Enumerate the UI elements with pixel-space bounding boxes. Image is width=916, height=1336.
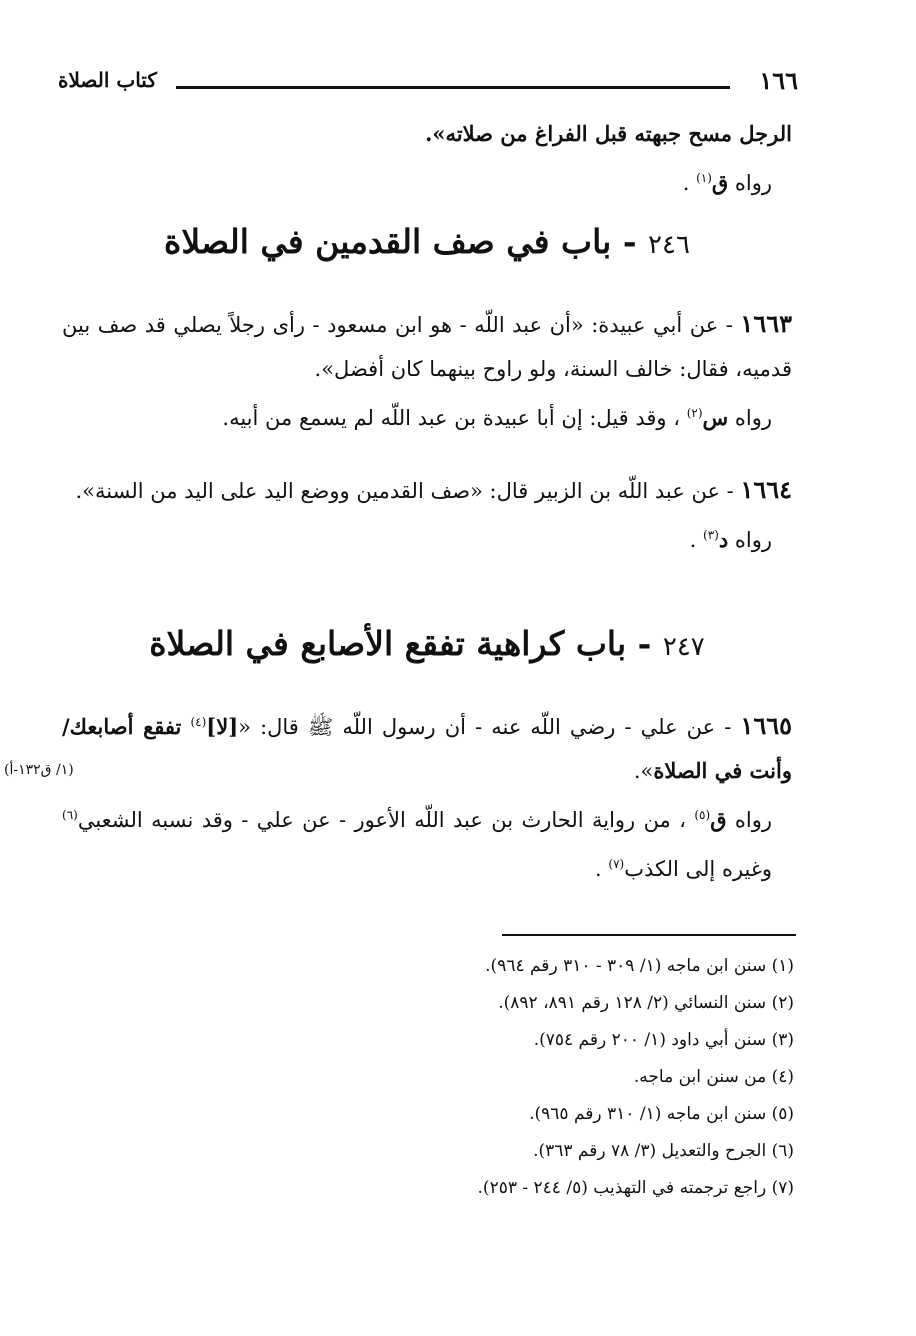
running-header	[58, 66, 798, 100]
hadith-1665	[62, 700, 792, 891]
footnote-rule	[502, 934, 796, 936]
footnote-ref: (٢)	[686, 406, 703, 420]
footnote-4: (٤) من سنن ابن ماجه.	[633, 1067, 794, 1087]
footnote-ref: (٣)	[703, 528, 719, 542]
period: .	[682, 171, 690, 195]
period: .	[595, 857, 602, 881]
footnotes	[300, 948, 794, 1207]
source-remark-cont: وغيره إلى الكذب	[624, 857, 772, 881]
hadith-source	[62, 513, 792, 562]
chapter-title: - باب كراهية تفقع الأصابع في الصلاة	[149, 624, 652, 663]
intro-source	[62, 156, 792, 205]
source-code: س	[702, 405, 729, 430]
source-code: د	[718, 527, 729, 552]
footnote-ref: (١)	[696, 171, 712, 185]
source-remark: ، من رواية الحارث بن عبد اللّه الأعور - عن علي - وقد نسبه الشعبي	[77, 808, 686, 832]
page-number: ١٦٦	[759, 66, 798, 95]
footnote-3: (٣) سنن أبي داود (١/ ٢٠٠ رقم ٧٥٤).	[533, 1030, 794, 1050]
editorial-insertion: [لا]	[206, 714, 239, 739]
footnote-ref: (٦)	[62, 808, 78, 822]
hadith-quote: تفقع أصابعك/ وأنت في الصلاة	[62, 714, 792, 783]
intro-text: الرجل مسح جبهته قبل الفراغ من صلاته».	[425, 121, 792, 146]
hadith-body: - عن أبي عبيدة: «أن عبد اللّه - هو ابن مسعود - رأى رجلاً يصلي قد صف بين قدميه، فقال: خالف السنة، ولو راوح بينهما كان أفضل».	[62, 313, 792, 381]
hadith-source	[62, 391, 792, 440]
footnote-6: (٦) الجرح والتعديل (٣/ ٧٨ رقم ٣٦٣).	[533, 1141, 794, 1161]
narration-word: رواه	[734, 528, 772, 552]
source-remark: ، وقد قيل: إن أبا عبيدة بن عبد اللّه لم يسمع من أبيه.	[222, 406, 681, 430]
chapter-heading-246	[62, 222, 792, 261]
chapter-number: ٢٤٦	[648, 230, 690, 260]
narration-word: رواه	[734, 808, 772, 832]
chapter-title: - باب في صف القدمين في الصلاة	[164, 222, 637, 261]
source-code: ق	[711, 170, 729, 195]
manuscript-margin-note: (١/ ق١٣٢-أ)	[4, 762, 74, 778]
hadith-text	[62, 468, 792, 513]
hadith-text	[62, 700, 792, 793]
header-rule	[176, 86, 730, 89]
quote-close: ».	[633, 759, 654, 783]
footnote-7: (٧) راجع ترجمته في التهذيب (٥/ ٢٤٤ - ٢٥٣).	[477, 1178, 794, 1198]
footnote-ref: (٧)	[608, 857, 625, 871]
source-code: ق	[710, 807, 727, 832]
footnote-1: (١) سنن ابن ماجه (١/ ٣٠٩ - ٣١٠ رقم ٩٦٤).	[485, 956, 794, 976]
hadith-1664	[62, 468, 792, 562]
footnote-5: (٥) سنن ابن ماجه (١/ ٣١٠ رقم ٩٦٥).	[529, 1104, 794, 1124]
narration-word: رواه	[734, 406, 772, 430]
footnote-2: (٢) سنن النسائي (٢/ ١٢٨ رقم ٨٩١، ٨٩٢).	[498, 993, 794, 1013]
hadith-number: ١٦٦٥	[740, 711, 792, 740]
footnote-ref: (٥)	[694, 808, 711, 822]
hadith-body: - عن عبد اللّه بن الزبير قال: «صف القدمين ووضع اليد على اليد من السنة».	[75, 479, 734, 503]
period: .	[689, 528, 697, 552]
hadith-source	[62, 793, 792, 891]
footnote-ref: (٤)	[190, 715, 207, 729]
hadith-text	[62, 302, 792, 391]
chapter-heading-247	[62, 624, 792, 663]
hadith-number: ١٦٦٣	[740, 309, 792, 338]
hadith-body: - عن علي - رضي اللّه عنه - أن رسول اللّه ﷺ قال: «	[238, 715, 732, 739]
narration-word: رواه	[734, 171, 772, 195]
running-title: كتاب الصلاة	[58, 68, 157, 92]
hadith-1663	[62, 302, 792, 440]
chapter-number: ٢٤٧	[662, 632, 705, 662]
intro-paragraph	[62, 112, 792, 205]
hadith-number: ١٦٦٤	[740, 475, 792, 504]
